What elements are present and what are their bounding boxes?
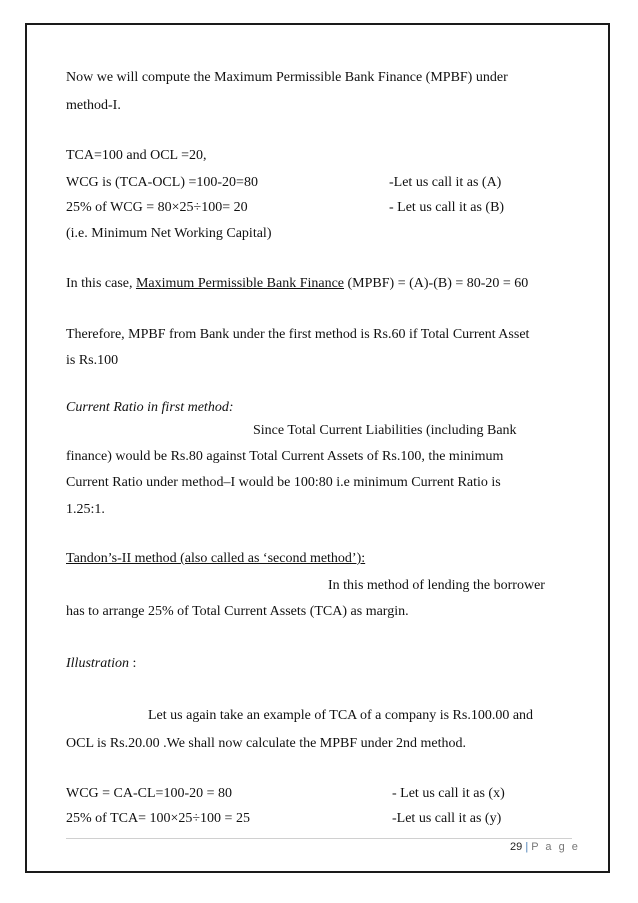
- footer-rule: [66, 838, 572, 839]
- tandon-line-1: In this method of lending the borrower: [328, 578, 545, 593]
- tandon-line-2: has to arrange 25% of Total Current Assets (TCA) as margin.: [66, 604, 409, 619]
- tca-ocl-line: TCA=100 and OCL =20,: [66, 148, 207, 163]
- tandon-heading: Tandon’s-II method (also called as ‘second method’):: [66, 551, 366, 566]
- page-number: 29: [510, 841, 523, 853]
- page-word: P a g e: [531, 841, 580, 853]
- current-ratio-line-1: Since Total Current Liabilities (including Bank: [253, 423, 517, 438]
- wcg-label-a: -Let us call it as (A): [389, 175, 502, 190]
- illustration-heading: [66, 655, 136, 673]
- illustration-line-1: Let us again take an example of TCA of a company is Rs.100.00 and: [148, 708, 534, 723]
- therefore-line-2: is Rs.100: [66, 353, 119, 368]
- therefore-line-1: Therefore, MPBF from Bank under the first method is Rs.60 if Total Current Asset: [66, 327, 530, 342]
- wcg-second-formula: WCG = CA-CL=100-20 = 80: [66, 786, 233, 801]
- illustration-label: Illustration: [66, 656, 130, 671]
- nwc-note: (i.e. Minimum Net Working Capital): [66, 226, 272, 241]
- mpbf-case-line: [66, 275, 528, 293]
- mpbf-case-suffix: (MPBF) = (A)-(B) = 80-20 = 60: [344, 276, 529, 291]
- wcg-formula: WCG is (TCA-OCL) =100-20=80: [66, 175, 258, 190]
- current-ratio-heading: Current Ratio in first method:: [66, 400, 234, 415]
- tca-second-formula: 25% of TCA= 100×25÷100 = 25: [66, 811, 250, 826]
- tca-second-label-y: -Let us call it as (y): [392, 811, 502, 826]
- paragraph-intro-line-1: Now we will compute the Maximum Permissible Bank Finance (MPBF) under: [66, 70, 508, 85]
- pct-wcg-label-b: - Let us call it as (B): [389, 200, 505, 215]
- footer-separator: |: [525, 841, 529, 853]
- illustration-colon: :: [129, 656, 137, 671]
- page-footer: [510, 841, 580, 853]
- mpbf-term: Maximum Permissible Bank Finance: [135, 276, 345, 291]
- mpbf-case-prefix: In this case,: [66, 276, 136, 291]
- wcg-second-label-x: - Let us call it as (x): [392, 786, 505, 801]
- illustration-line-2: OCL is Rs.20.00 .We shall now calculate the MPBF under 2nd method.: [66, 736, 467, 751]
- current-ratio-line-3: Current Ratio under method–I would be 100:80 i.e minimum Current Ratio is: [66, 475, 501, 490]
- paragraph-intro-line-2: method-I.: [66, 98, 121, 113]
- current-ratio-line-2: finance) would be Rs.80 against Total Current Assets of Rs.100, the minimum: [66, 449, 504, 464]
- current-ratio-line-4: 1.25:1.: [66, 502, 105, 517]
- pct-wcg-formula: 25% of WCG = 80×25÷100= 20: [66, 200, 248, 215]
